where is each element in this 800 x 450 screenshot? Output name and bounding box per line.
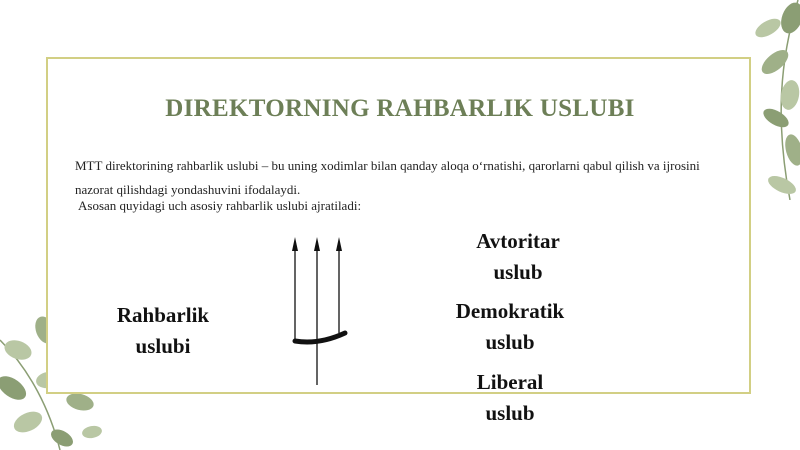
trident-connector-icon <box>285 237 355 387</box>
root-label-line-2: uslubi <box>135 334 191 358</box>
intro-paragraph: MTT direktorining rahbarlik uslubi – bu uning xodimlar bilan qanday aloqa o‘rnatishi, qarorlarni qabul qilish va ijrosini nazorat qilishdagi yondashuvini ifodalaydi. <box>75 158 700 197</box>
fork-base <box>295 333 345 342</box>
style-label-authoritarian <box>455 226 581 288</box>
style-2-line-2: uslub <box>485 330 535 354</box>
style-1-line-2: uslub <box>493 260 543 284</box>
style-label-liberal <box>450 367 570 429</box>
root-label-line-1: Rahbarlik <box>116 303 210 327</box>
lead-sentence: Asosan quyidagi uch asosiy rahbarlik uslubi ajratiladi: <box>78 198 362 213</box>
style-3-line-1: Liberal <box>476 370 544 394</box>
style-2-line-1: Demokratik <box>455 299 565 323</box>
style-label-democratic <box>440 296 580 358</box>
root-label <box>103 300 223 362</box>
slide-title: DIREKTORNING RAHBARLIK USLUBI <box>165 95 635 122</box>
style-1-line-1: Avtoritar <box>476 229 560 253</box>
style-3-line-2: uslub <box>485 401 535 425</box>
